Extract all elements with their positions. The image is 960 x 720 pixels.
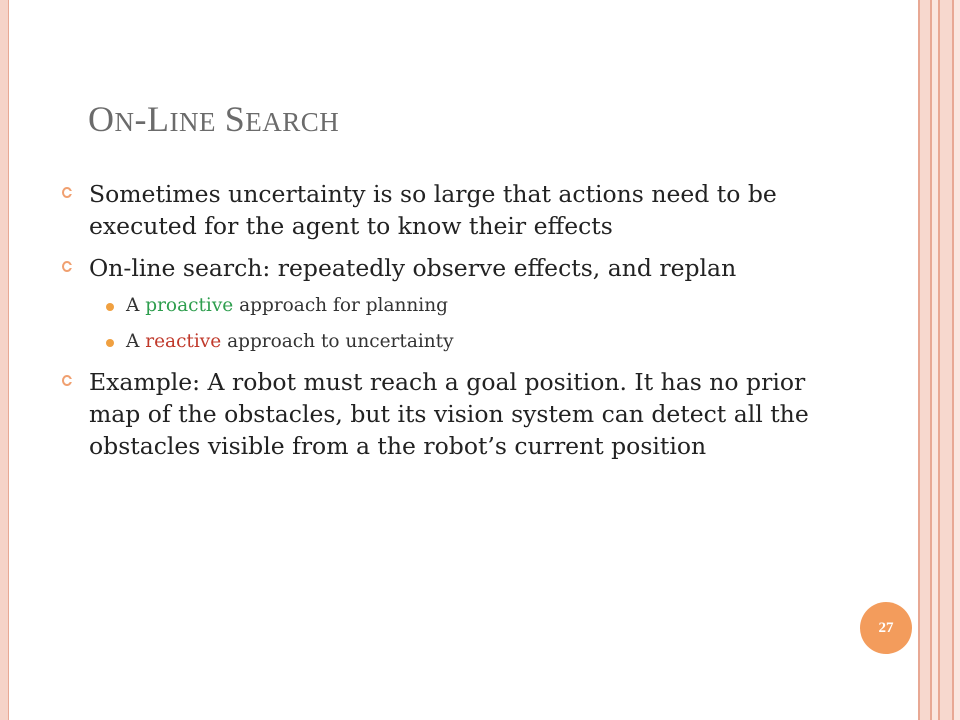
- page-number: 27: [878, 619, 894, 636]
- title-letters: N: [114, 107, 135, 137]
- page-number-badge: [860, 602, 912, 654]
- bullet-text: Sometimes uncertainty is so large that actions need to be executed for the agent to know their effects: [89, 180, 777, 240]
- title-dash: -: [134, 99, 147, 139]
- sub-bullet-item: [62, 330, 832, 354]
- bullet-text: Example: A robot must reach a goal position. It has no prior map of the obstacles, but its vision system can detect all the obstacles visible from a the robot’s current position: [89, 368, 809, 460]
- highlight-proactive: proactive: [145, 295, 234, 316]
- slide-content: [62, 178, 832, 472]
- title-letter: L: [147, 99, 170, 139]
- sub-bullet-text: A: [126, 295, 146, 316]
- bullet-item: [62, 252, 832, 284]
- title-letters: EARCH: [245, 107, 340, 137]
- bullet-icon: [62, 261, 72, 272]
- title-letter: S: [224, 99, 246, 139]
- bullet-item: [62, 178, 832, 242]
- slide-title: [88, 98, 339, 140]
- right-stripe: [920, 0, 930, 720]
- sub-bullet-item: [62, 294, 832, 318]
- bullet-text: On-line search: repeatedly observe effects, and replan: [89, 254, 737, 282]
- left-border: [0, 0, 8, 720]
- sub-bullet-icon: [106, 339, 114, 347]
- highlight-reactive: reactive: [145, 331, 222, 352]
- right-stripe: [954, 0, 960, 720]
- title-letters: INE: [169, 107, 216, 137]
- sub-bullet-icon: [106, 303, 114, 311]
- left-border-line: [8, 0, 9, 720]
- right-stripe: [940, 0, 952, 720]
- sub-bullet-text: approach to uncertainty: [221, 331, 454, 352]
- bullet-icon: [62, 187, 72, 198]
- sub-bullet-text: approach for planning: [233, 295, 448, 316]
- sub-bullet-text: A: [126, 331, 146, 352]
- bullet-icon: [62, 375, 72, 386]
- title-letter: O: [88, 99, 115, 139]
- bullet-item: [62, 366, 832, 462]
